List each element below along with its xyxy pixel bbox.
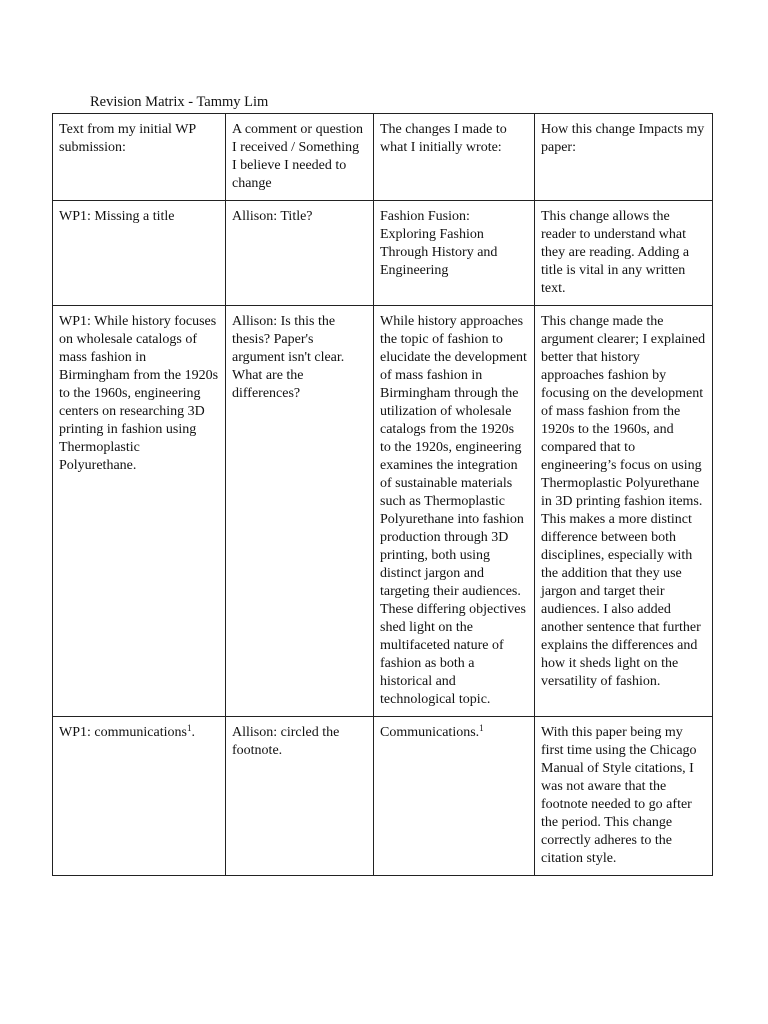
header-comment: A comment or question I received / Something I believe I needed to change xyxy=(226,114,374,201)
footnote-marker: 1 xyxy=(186,723,192,733)
header-impact: How this change Impacts my paper: xyxy=(535,114,713,201)
initial-text: WP1: communications xyxy=(59,725,187,740)
cell-impact: This change allows the reader to understand what they are reading. Adding a title is vital in any written text. xyxy=(535,201,713,306)
table-header-row xyxy=(53,114,713,201)
cell-initial-text: WP1: While history focuses on wholesale catalogs of mass fashion in Birmingham from the 1920s to the 1960s, engineering centers on researching 3D printing in fashion using Thermoplastic Polyurethane. xyxy=(53,306,226,717)
cell-change xyxy=(374,717,535,876)
table-row xyxy=(53,717,713,876)
cell-change: While history approaches the topic of fashion to elucidate the development of mass fashion in Birmingham through the utilization of wholesale catalogs from the 1920s to the 1920s, engineering examines the integration of sustainable materials such as Thermoplastic Polyurethane into fashion production through 3D printing, both using distinct jargon and targeting their audiences. These differing objectives shed light on the multifaceted nature of fashion as both a historical and technological topic. xyxy=(374,306,535,717)
table-row xyxy=(53,201,713,306)
header-initial-text: Text from my initial WP submission: xyxy=(53,114,226,201)
revision-matrix-table xyxy=(52,113,713,876)
initial-text-suffix: . xyxy=(191,725,195,740)
cell-change: Fashion Fusion: Exploring Fashion Through History and Engineering xyxy=(374,201,535,306)
cell-comment: Allison: Is this the thesis? Paper's argument isn't clear. What are the differences? xyxy=(226,306,374,717)
cell-comment: Allison: Title? xyxy=(226,201,374,306)
footnote-marker: 1 xyxy=(479,723,484,733)
cell-initial-text xyxy=(53,717,226,876)
header-changes: The changes I made to what I initially wrote: xyxy=(374,114,535,201)
cell-initial-text: WP1: Missing a title xyxy=(53,201,226,306)
table-row xyxy=(53,306,713,717)
cell-impact: With this paper being my first time using the Chicago Manual of Style citations, I was not aware that the footnote needed to go after the period. This change correctly adheres to the citation style. xyxy=(535,717,713,876)
cell-impact: This change made the argument clearer; I explained better that history approaches fashion by focusing on the development of mass fashion from the 1920s to the 1960s, and compared that to engineering’s focus on using Thermoplastic Polyurethane in 3D printing fashion items. This makes a more distinct difference between both disciplines, especially with the addition that they use jargon and target their audiences. I also added another sentence that further explains the differences and how it sheds light on the versatility of fashion. xyxy=(535,306,713,717)
document-title: Revision Matrix - Tammy Lim xyxy=(90,94,269,110)
cell-comment: Allison: circled the footnote. xyxy=(226,717,374,876)
change-text: Communications. xyxy=(380,725,480,740)
